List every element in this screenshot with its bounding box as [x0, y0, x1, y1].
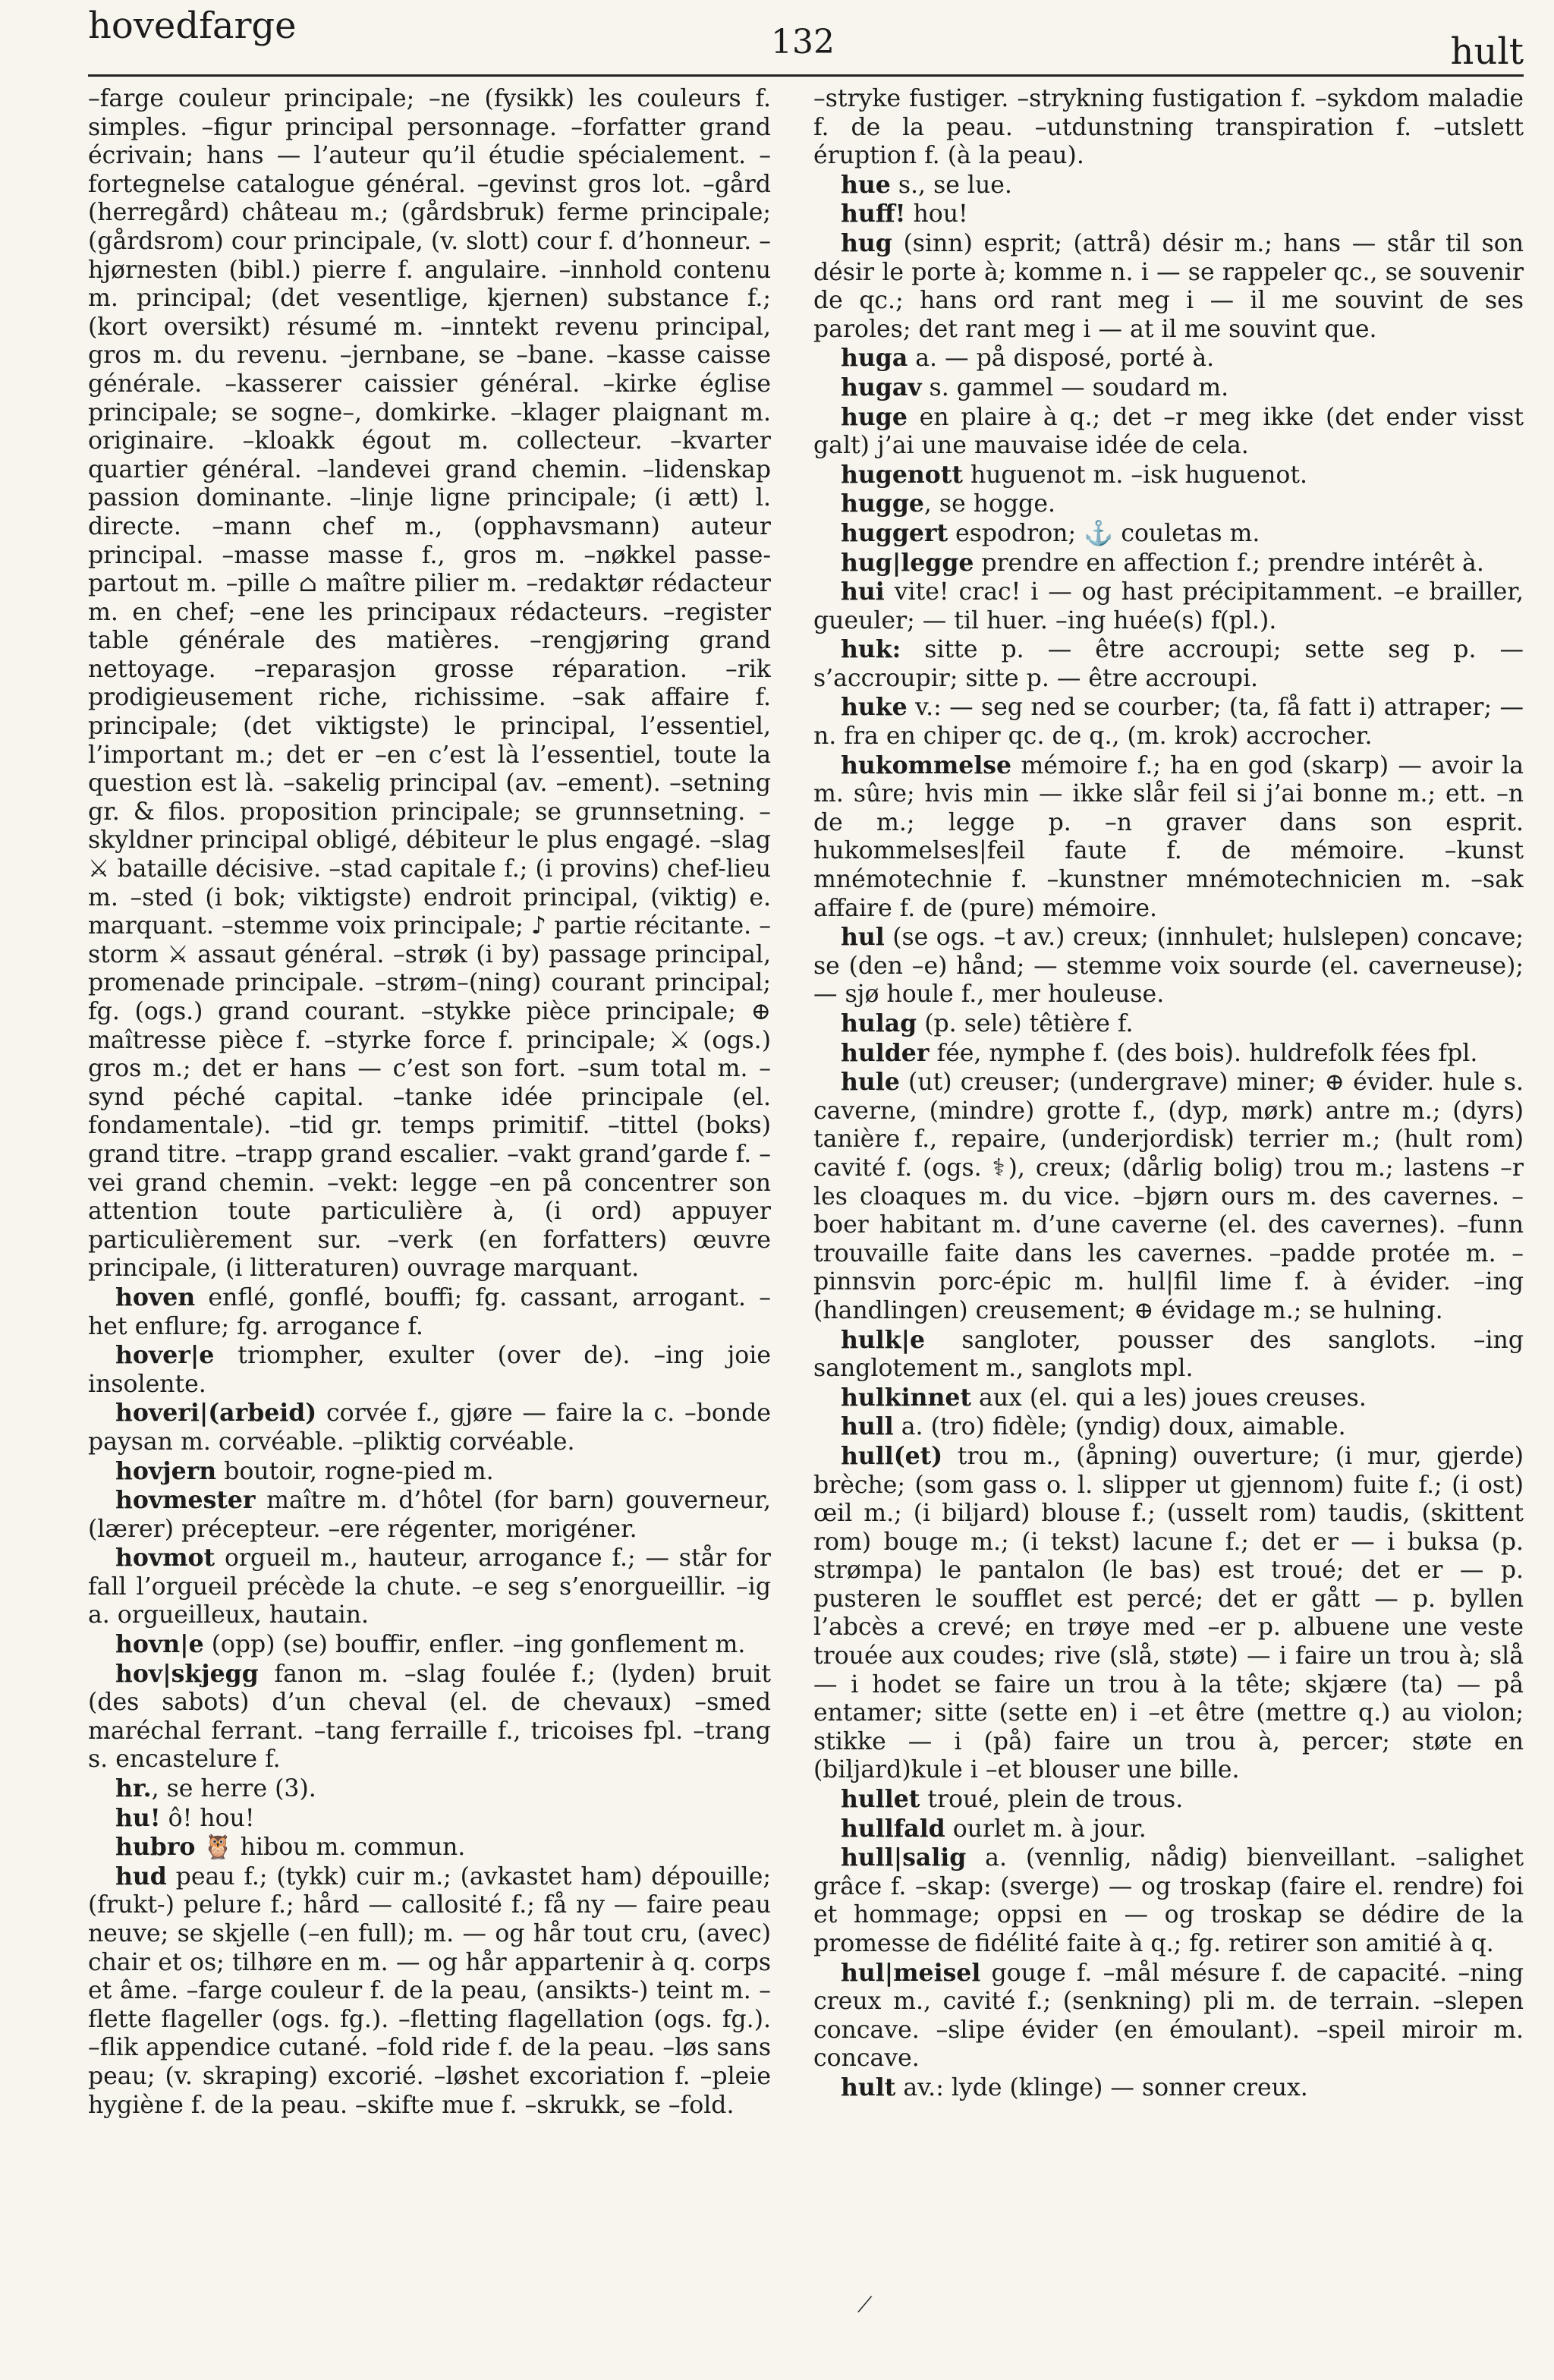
dictionary-entry: [813, 229, 1524, 344]
entry-headword: hukommelse: [841, 751, 1012, 779]
entry-headword: hubro: [115, 1833, 196, 1862]
dictionary-entry: [813, 693, 1524, 751]
dictionary-entry: [813, 2073, 1524, 2103]
entry-definition: huguenot m. –isk huguenot.: [962, 461, 1308, 489]
entry-definition: trou m., (åpning) ouverture; (i mur, gjerde) brèche; (som gass o. l. slipper ut gjennom) fuite f.; (i ost) œil m.; (i biljard) blouse f.; (usselt rom) taudis, (skittent rom) bouge m.; (i tekst) lacune f.; det er — i buksa (p. strømpa) le pantalon (le bas) est troué; det er — p. pusteren le soufflet est percé; det er gått — p. byllen l’abcès a crevé; en trøye med –er p. albuene une veste trouée aux coudes; rive (slå, støte) — i faire un trou à; slå — i hodet se faire un trou à la tête; skjære (ta) — på entamer; sitte (sette en) i –et être (mettre q.) au violon; stikke — i (på) faire un trou à, percer; støte en (biljard)kule i –et blouser une bille.: [813, 1442, 1524, 1784]
entry-definition: enflé, gonflé, bouffi; fg. cassant, arrogant. –het enflure; fg. arrogance f.: [88, 1283, 771, 1340]
entry-headword: hule: [841, 1068, 900, 1097]
entry-definition: (p. sele) têtière f.: [917, 1010, 1134, 1037]
dictionary-entry: [813, 549, 1524, 578]
entry-definition: (opp) (se) bouffir, enfler. –ing gonflement m.: [203, 1631, 746, 1659]
entry-definition: ô! hou!: [160, 1804, 255, 1832]
dictionary-entry: [813, 1785, 1524, 1815]
entry-headword: hulk|e: [841, 1325, 926, 1354]
entry-definition: 🦉 hibou m. commun.: [195, 1834, 466, 1862]
dictionary-entry: [813, 200, 1524, 229]
entry-definition: fée, nymphe f. (des bois). huldrefolk fées fpl.: [929, 1039, 1478, 1067]
dictionary-entry: [813, 373, 1524, 403]
left-guide-word: hovedfarge: [88, 5, 297, 47]
entry-headword: hugav: [841, 373, 922, 401]
entry-headword: huff!: [841, 200, 906, 228]
entry-definition: s., se lue.: [890, 171, 1012, 199]
dictionary-entry: [813, 461, 1524, 490]
entry-headword: hullet: [841, 1785, 920, 1814]
entry-definition: ourlet m. à jour.: [945, 1815, 1147, 1843]
entry-headword: hulag: [841, 1009, 917, 1037]
entry-headword: hovmester: [115, 1486, 256, 1515]
entry-definition: sitte p. — être accroupi; sette seg p. — s’accroupir; sitte p. — être accroupi.: [813, 636, 1524, 692]
dictionary-entry: [813, 751, 1524, 924]
dictionary-entry: [813, 1959, 1524, 2073]
dictionary-entry: [88, 1804, 771, 1834]
entry-headword: hue: [841, 170, 891, 199]
entry-headword: hoveri|(arbeid): [115, 1399, 317, 1428]
dictionary-entry: [813, 1815, 1524, 1844]
entry-headword: hui: [841, 578, 885, 606]
page-header: [0, 0, 1554, 76]
dictionary-entry: [813, 1039, 1524, 1069]
entry-headword: hugge: [841, 490, 924, 518]
entry-headword: hovmot: [115, 1544, 215, 1572]
dictionary-entry: [813, 1326, 1524, 1384]
dictionary-entry: [88, 1774, 771, 1804]
entry-definition: , se herre (3).: [151, 1775, 316, 1803]
dictionary-entry: [813, 171, 1524, 200]
dictionary-entry: [813, 344, 1524, 373]
entry-definition: maître m. d’hôtel (for barn) gouverneur, (lærer) précepteur. –ere régenter, morigéner.: [88, 1487, 771, 1543]
entry-headword: hullfald: [841, 1814, 945, 1843]
entry-definition: espodron; ⚓ couletas m.: [948, 519, 1260, 547]
dictionary-entry: [88, 1457, 771, 1487]
dictionary-entry: [813, 1009, 1524, 1039]
entry-definition: orgueil m., hauteur, arrogance f.; — står for fall l’orgueil précède la chute. –e seg s’enorgueillir. –ig a. orgueilleux, hautain.: [88, 1544, 771, 1629]
entry-headword: hul: [841, 923, 885, 952]
entry-headword: hug: [841, 228, 892, 257]
dictionary-entry: [88, 1862, 771, 2120]
dictionary-entry: [88, 1544, 771, 1630]
left-column: [88, 85, 771, 2331]
entry-definition: –stryke fustiger. –strykning fustigation f. –sykdom maladie f. de la peau. –utdunstning transpiration f. –utslett éruption f. (à la peau).: [813, 85, 1524, 170]
entry-definition: triompher, exulter (over de). –ing joie insolente.: [88, 1342, 771, 1398]
entry-definition: hou!: [905, 200, 968, 228]
entry-headword: hulder: [841, 1038, 930, 1067]
entry-headword: huke: [841, 693, 908, 722]
entry-headword: hud: [115, 1862, 167, 1890]
entry-definition: (se ogs. –t av.) creux; (innhulet; hulslepen) concave; se (den –e) hånd; — stemme voix sourde (el. caverneuse); — sjø houle f., mer houleuse.: [813, 924, 1524, 1009]
entry-headword: hulkinnet: [841, 1383, 971, 1412]
right-guide-word: hult: [1450, 30, 1524, 73]
entry-headword: hover|e: [115, 1341, 215, 1370]
entry-definition: peau f.; (tykk) cuir m.; (avkastet ham) dépouille; (frukt-) pelure f.; hård — callosité f.; få ny — faire peau neuve; se skjelle (–en full); m. — og hår tout cru, (avec) chair et os; tilhøre en m. — og hår appartenir à q. corps et âme. –farge couleur f. de la peau, (ansikts-) teint m. –flette flageller (ogs. fg.). –fletting flagellation (ogs. fg.). –flik appendice cutané. –fold ride f. de la peau. –løs sans peau; (v. skraping) excorié. –løshet excoriation f. –pleie hygiène f. de la peau. –skifte mue f. –skrukk, se –fold.: [88, 1862, 771, 2119]
entry-headword: hovjern: [115, 1456, 217, 1485]
dictionary-entry: [88, 1833, 771, 1862]
dictionary-entry: [88, 1399, 771, 1456]
entry-definition: s. gammel — soudard m.: [921, 373, 1229, 401]
dictionary-entry: [813, 490, 1524, 519]
entry-definition: fanon m. –slag foulée f.; (lyden) bruit (des sabots) d’un cheval (el. de chevaux) –smed maréchal ferrant. –tang ferraille f., tricoises fpl. –trang s. encastelure f.: [88, 1660, 771, 1774]
dictionary-entry: [88, 1341, 771, 1399]
entry-headword: hugenott: [841, 460, 963, 489]
dictionary-entry: [813, 85, 1524, 171]
entry-definition: aux (el. qui a les) joues creuses.: [970, 1384, 1367, 1412]
entry-headword: huge: [841, 402, 908, 431]
entry-definition: (sinn) esprit; (attrå) désir m.; hans — står til son désir le porte à; komme n. i — se rappeler qc., se souvenir de qc.; hans ord rant meg i — il me souvint de ses paroles; det rant meg i — at il me souvint que.: [813, 229, 1524, 343]
entry-definition: corvée f., gjøre — faire la c. –bonde paysan m. corvéable. –pliktig corvéable.: [88, 1399, 771, 1456]
dictionary-entry: [813, 1412, 1524, 1442]
entry-definition: sangloter, pousser des sanglots. –ing sanglotement m., sanglots mpl.: [813, 1326, 1524, 1383]
entry-definition: –farge couleur principale; –ne (fysikk) les couleurs f. simples. –figur principal personnage. –forfatter grand écrivain; hans — l’auteur qu’il étudie spécialement. –fortegnelse catalogue général. –gevinst gros lot. –gård (herregård) château m.; (gårdsbruk) ferme principale; (gårdsrom) cour principale, (v. slott) cour f. d’honneur. –hjørnesten (bibl.) pierre f. angulaire. –innhold contenu m. principal; (det vesentlige, kjernen) substance f.; (kort oversikt) résumé m. –inntekt revenu principal, gros m. du revenu. –jernbane, se –bane. –kasse caisse générale. –kasserer caissier général. –kirke église principale; se sogne–, domkirke. –klager plaignant m. originaire. –kloakk égout m. collecteur. –kvarter quartier général. –landevei grand chemin. –lidenskap passion dominante. –linje ligne principale; (i ætt) l. directe. –mann chef m., (opphavsmann) auteur principal. –masse masse f., gros m. –nøkkel passe-partout m. –pille ⌂ maître pilier m. –redaktør rédacteur m. en chef; –ene les principaux rédacteurs. –register table générale des matières. –rengjøring grand nettoyage. –reparasjon grosse réparation. –rik prodigieusement riche, richissime. –sak affaire f. principale; (det viktigste) le principal, l’essentiel, l’important m.; det er –en c’est là l’essentiel, toute la question est là. –sakelig principal (av. –ement). –setning gr. & filos. proposition principale; se grunnsetning. –skyldner principal obligé, débiteur le plus engagé. –slag ⚔ bataille décisive. –stad capitale f.; (i provins) chef-lieu m. –sted (i bok; viktigste) endroit principal, (viktig) e. marquant. –stemme voix principale; ♪ partie récitante. –storm ⚔ assaut général. –strøk (i by) passage principal, promenade principale. –strøm–(ning) courant principal; fg. (ogs.) grand courant. –stykke pièce principale; ⊕ maîtresse pièce f. –styrke force f. principale; ⚔ (ogs.) gros m.; det er hans — c’est son fort. –sum total m. –synd péché capital. –tanke idée principale (el. fondamentale). –tid gr. temps primitif. –tittel (boks) grand titre. –trapp grand escalier. –vakt grand’garde f. –vei grand chemin. –vekt: legge –en på concentrer son attention toute particulière à, (i ord) appuyer particulièrement sur. –verk (en forfatters) œuvre principale, (i litteraturen) ouvrage marquant.: [88, 85, 771, 1283]
entry-definition: a. (vennlig, nådig) bienveillant. –salighet grâce f. –skap: (sverge) — og troskap (faire el. rendre) foi et hommage; oppsi en — og troskap se dédire de la promesse de fidélité faite à q.; fg. retirer son amitié à q.: [813, 1844, 1524, 1957]
entry-definition: v.: — seg ned se courber; (ta, få fatt i) attraper; — n. fra en chiper qc. de q., (m. krok) accrocher.: [813, 694, 1524, 751]
entry-definition: a. — på disposé, porté à.: [908, 345, 1215, 373]
dictionary-entry: [813, 403, 1524, 461]
dictionary-entry: [813, 1442, 1524, 1785]
dictionary-entry: [813, 1843, 1524, 1958]
entry-headword: huggert: [841, 518, 948, 547]
header-rule: [88, 74, 1524, 77]
entry-definition: a. (tro) fidèle; (yndig) doux, aimable.: [893, 1413, 1346, 1441]
entry-definition: av.: lyde (klinge) — sonner creux.: [895, 2073, 1308, 2101]
entry-headword: hu!: [115, 1803, 161, 1832]
entry-definition: , se hogge.: [923, 490, 1055, 518]
footer-mark: ⟋: [857, 2292, 873, 2317]
entry-definition: gouge f. –mål mésure f. de capacité. –ning creux m., cavité f.; (senkning) pli m. de terrain. –slepen concave. –slipe évider (en émoulant). –speil miroir m. concave.: [813, 1959, 1524, 2073]
entry-definition: boutoir, rogne-pied m.: [216, 1457, 494, 1485]
dictionary-entry: [88, 1486, 771, 1544]
entry-headword: huga: [841, 344, 908, 373]
entry-definition: vite! crac! i — og hast précipitamment. –e brailler, gueuler; — til huer. –ing huée(s) f(pl.).: [813, 578, 1524, 634]
entry-headword: hoven: [115, 1283, 196, 1311]
dictionary-entry: [813, 519, 1524, 549]
entry-headword: hovn|e: [115, 1630, 204, 1659]
entry-headword: hull(et): [841, 1441, 943, 1470]
dictionary-entry: [88, 1660, 771, 1774]
entry-headword: hull: [841, 1412, 894, 1441]
entry-headword: hult: [841, 2073, 896, 2101]
right-column: [813, 85, 1524, 2331]
entry-headword: hug|legge: [841, 548, 974, 577]
dictionary-entry: [813, 1384, 1524, 1413]
dictionary-entry: [88, 1630, 771, 1660]
entry-headword: hull|salig: [841, 1843, 967, 1872]
dictionary-entry: [813, 1068, 1524, 1325]
dictionary-entry: [813, 578, 1524, 635]
entry-definition: mémoire f.; ha en god (skarp) — avoir la m. sûre; hvis min — ikke slår feil si j’ai bonne m.; ett. –n de m.; legge p. –n graver dans son esprit. hukommelses|feil faute f. de mémoire. –kunst mnémotechnie f. –kunstner mnémotechnicien m. –sak affaire f. de (pure) mémoire.: [813, 751, 1524, 922]
entry-definition: prendre en affection f.; prendre intérêt à.: [974, 549, 1484, 577]
dictionary-entry: [88, 85, 771, 1283]
entry-headword: hov|skjegg: [115, 1659, 259, 1688]
page-number: 132: [771, 23, 835, 61]
entry-definition: en plaire à q.; det –r meg ikke (det ender visst galt) j’ai une mauvaise idée de cela.: [813, 403, 1524, 460]
entry-definition: (ut) creuser; (undergrave) miner; ⊕ évider. hule s. caverne, (mindre) grotte f., (dyp, mørk) antre m.; (dyrs) tanière f., repaire, (underjordisk) terrier m.; (hult rom) cavité f. (ogs. ⚕), creux; (dårlig bolig) trou m.; lastens –r les cloaques m. du vice. –bjørn ours m. des cavernes. –boer habitant m. d’une caverne (el. des cavernes). –funn trouvaille faite dans les cavernes. –padde protée m. –pinnsvin porc-épic m. hul|fil lime f. à évider. –ing (handlingen) creusement; ⊕ évidage m.; se hulning.: [813, 1069, 1524, 1324]
dictionary-entry: [813, 923, 1524, 1009]
entry-headword: huk:: [841, 635, 901, 664]
dictionary-entry: [88, 1283, 771, 1341]
entry-headword: hul|meisel: [841, 1958, 981, 1987]
dictionary-entry: [813, 635, 1524, 693]
entry-definition: troué, plein de trous.: [920, 1786, 1184, 1814]
entry-headword: hr.: [115, 1774, 152, 1803]
